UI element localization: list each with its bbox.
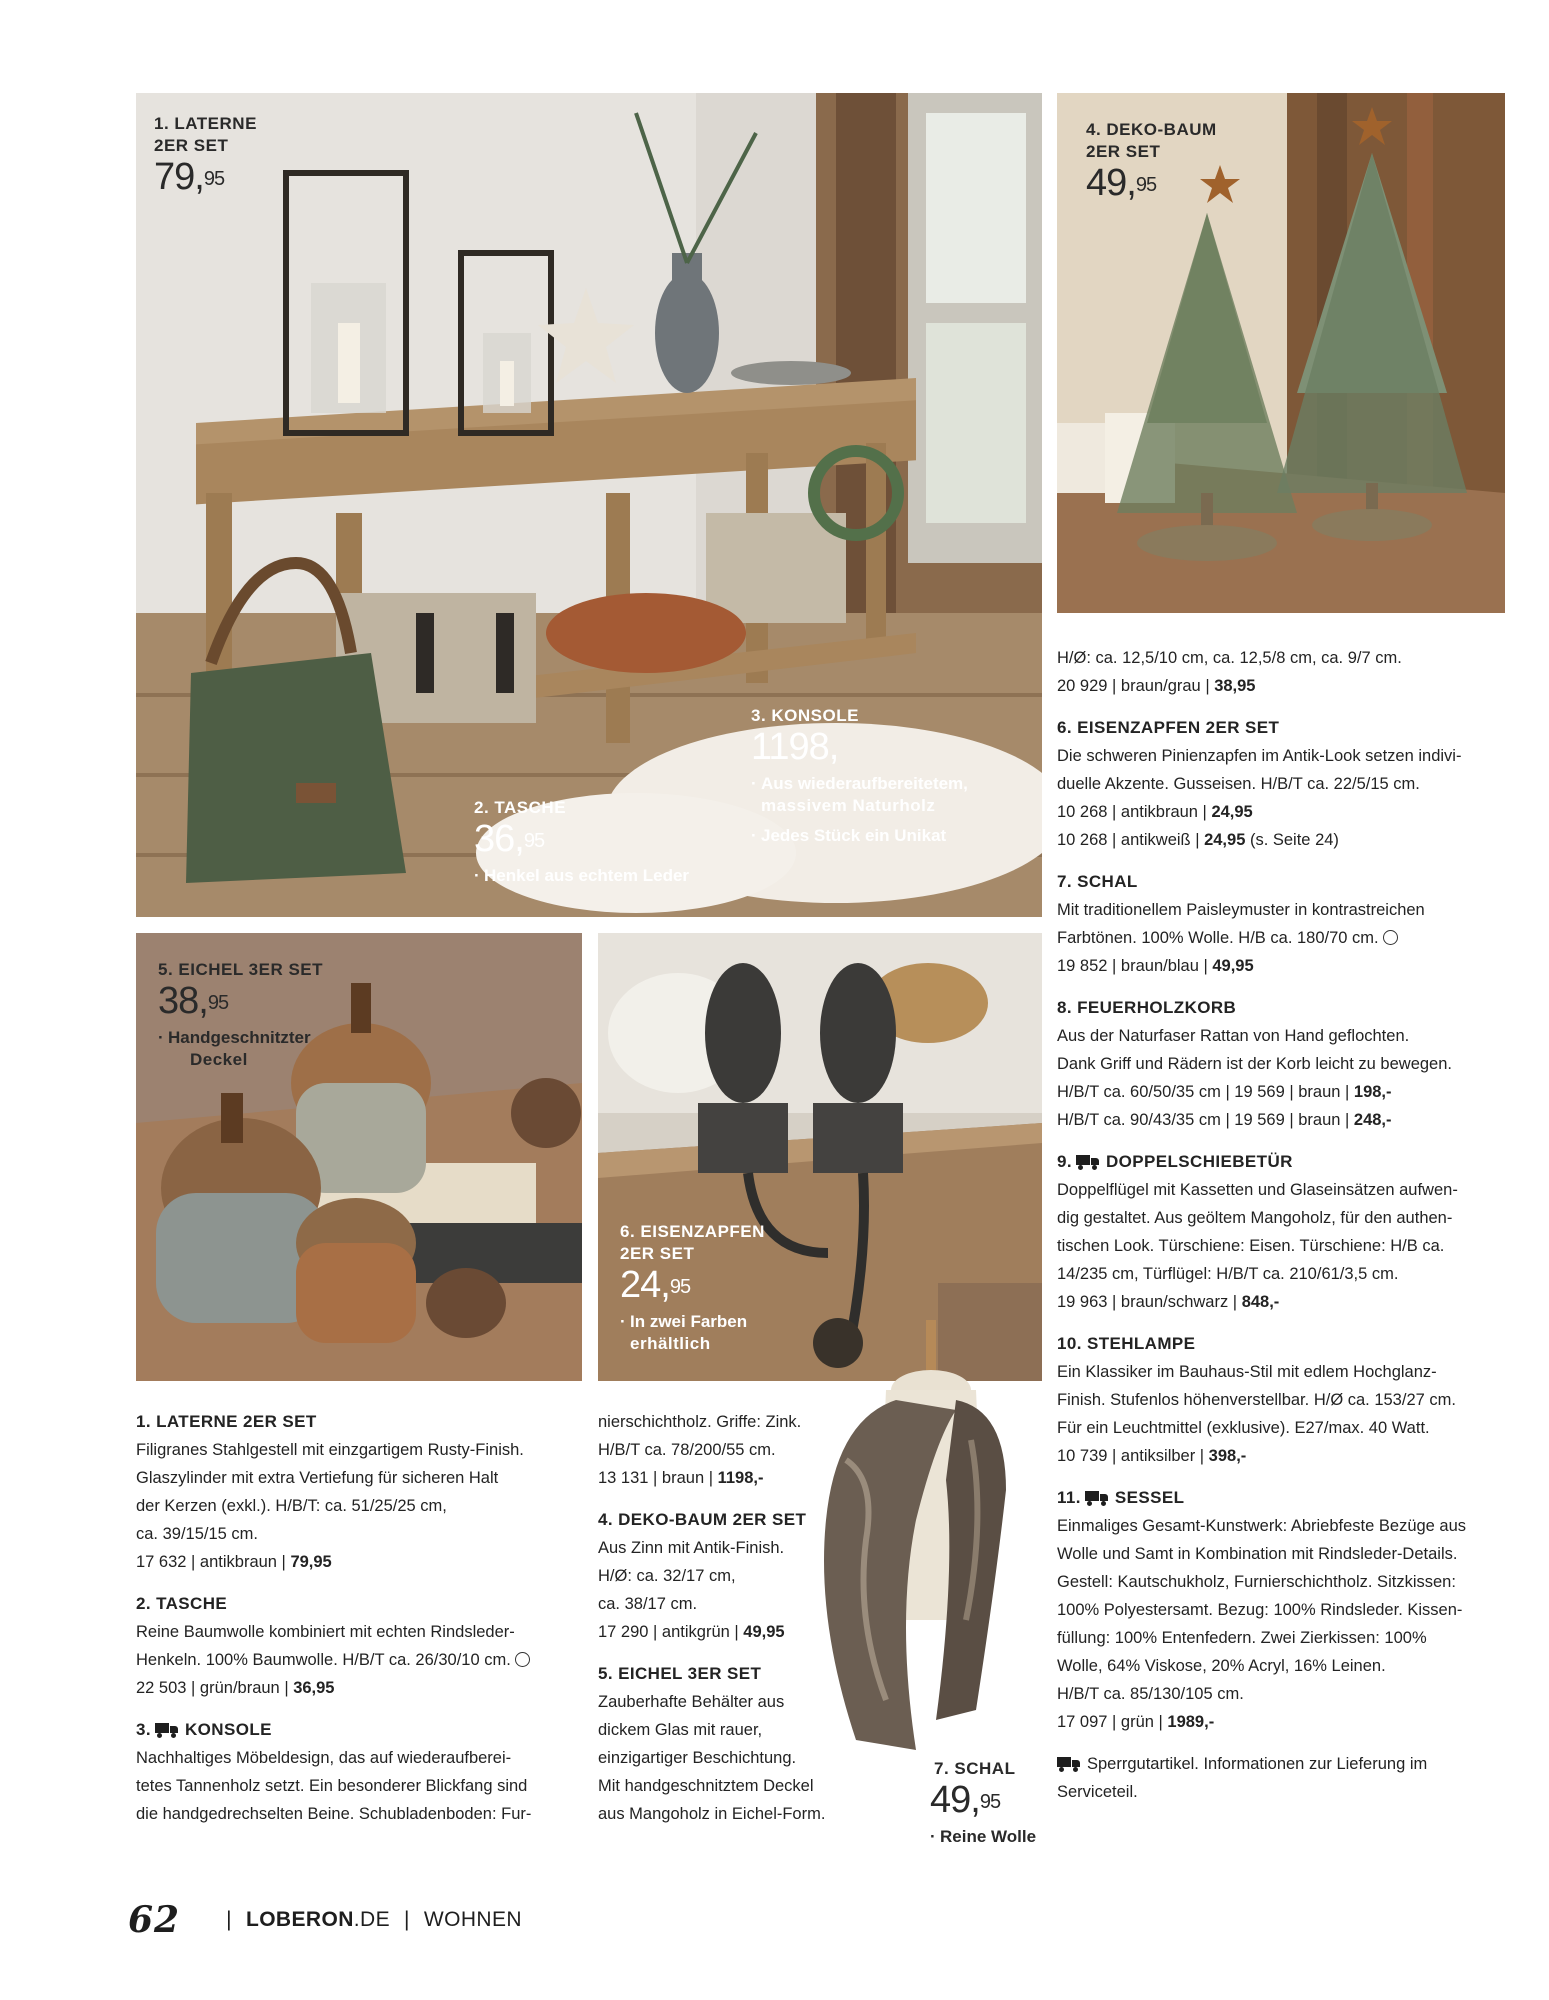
desc-line: Für ein Leuchtmittel (exklusive). E27/max. 40 Watt. [1057,1419,1430,1437]
label-konsole [751,705,968,847]
desc-line: Farbtönen. 100% Wolle. H/B ca. 180/70 cm. [1057,924,1517,952]
heading-laterne: 1. LATERNE 2ER SET [136,1412,317,1431]
label-tasche-bullet: · Henkel aus echtem Leder [474,865,689,887]
label-konsole-price: 1198, [751,726,839,768]
eichel-photo [136,933,582,1381]
desc-line: dickem Glas mit rauer, [598,1721,763,1739]
desc-line: der Kerzen (exkl.). H/B/T: ca. 51/25/25 cm, [136,1497,447,1515]
freight-note-line: Serviceteil. [1057,1783,1138,1801]
label-eisenzapfen-price: 24,95 [620,1264,691,1306]
label-schal-price: 49,95 [930,1779,1001,1821]
label-schal-title: 7. SCHAL [934,1759,1016,1778]
order-line: 10 268 | antikweiß | 24,95 (s. Seite 24) [1057,831,1339,849]
eisenzapfen-photo [598,933,1042,1381]
footer-separator: | [226,1908,232,1931]
label-eisenzapfen-title-1: 6. EISENZAPFEN [620,1222,765,1241]
truck-icon [1085,1490,1109,1504]
footer-separator: | [404,1908,410,1931]
desc-line: Nachhaltiges Möbeldesign, das auf wiederaufberei- [136,1749,512,1767]
desc-line: tetes Tannenholz setzt. Ein besonderer Blickfang sind [136,1777,528,1795]
order-line: H/B/T ca. 60/50/35 cm | 19 569 | braun | 198,- [1057,1083,1392,1101]
desc-line: Henkeln. 100% Baumwolle. H/B/T ca. 26/30/10 cm. [136,1646,586,1674]
label-laterne [154,113,257,197]
label-schal [930,1758,1036,1848]
freight-note-line: Sperrgutartikel. Informationen zur Lieferung im [1057,1750,1517,1778]
label-laterne-title-1: 1. LATERNE [154,114,257,133]
page-footer [128,1898,522,1942]
desc-line: Aus der Naturfaser Rattan von Hand geflochten. [1057,1027,1410,1045]
desc-line: nierschichtholz. Griffe: Zink. [598,1413,802,1431]
freight-note [1057,1750,1517,1806]
label-eichel-price: 38,95 [158,980,229,1022]
label-eichel-bullet-1b: Deckel [190,1050,248,1069]
product-column-2 [598,1408,858,1828]
desc-line: dig gestaltet. Aus geöltem Mangoholz, für den authen- [1057,1209,1453,1227]
desc-line: füllung: 100% Entenfedern. Zwei Zierkissen: 100% [1057,1629,1427,1647]
desc-line: aus Mangoholz in Eichel-Form. [598,1805,826,1823]
label-eisenzapfen [620,1221,765,1355]
label-konsole-bullet-1b: massivem Naturholz [761,796,936,815]
order-line: 10 739 | antiksilber | 398,- [1057,1447,1247,1465]
heading-sessel: 11. SESSEL [1057,1488,1185,1507]
desc-line: ca. 39/15/15 cm. [136,1525,258,1543]
desc-line: tischen Look. Türschiene: Eisen. Türschiene: H/B ca. [1057,1237,1445,1255]
order-line: 17 290 | antikgrün | 49,95 [598,1623,785,1641]
heading-stehlampe: 10. STEHLAMPE [1057,1334,1196,1353]
label-konsole-bullet-1: · Aus wiederaufbereitetem, [751,773,968,795]
desc-line: Einmaliges Gesamt-Kunstwerk: Abriebfeste Bezüge aus [1057,1517,1467,1535]
desc-line: Reine Baumwolle kombiniert mit echten Rindsleder- [136,1623,515,1641]
label-schal-bullet: · Reine Wolle [930,1826,1036,1848]
label-eisenzapfen-title-2: 2ER SET [620,1244,695,1263]
desc-line: H/Ø: ca. 32/17 cm, [598,1567,736,1585]
desc-line: die handgedrechselten Beine. Schubladenboden: Fur- [136,1805,532,1823]
label-tasche [474,797,689,887]
heading-eisenzapfen: 6. EISENZAPFEN 2ER SET [1057,718,1280,737]
section-name: WOHNEN [423,1908,522,1931]
label-dekobaum-title-2: 2ER SET [1086,142,1161,161]
label-eisenzapfen-bullet-1b: erhältlich [630,1334,711,1353]
desc-line: Doppelflügel mit Kassetten und Glaseinsätzen aufwen- [1057,1181,1458,1199]
order-line: 10 268 | antikbraun | 24,95 [1057,803,1253,821]
label-laterne-price: 79,95 [154,156,225,198]
desc-line: 100% Polyestersamt. Bezug: 100% Rindsleder. Kissen- [1057,1601,1463,1619]
desc-line: Wolle, 64% Viskose, 20% Acryl, 16% Leinen. [1057,1657,1386,1675]
desc-line: Mit traditionellem Paisleymuster in kontrastreichen [1057,901,1425,919]
heading-feuerholzkorb: 8. FEUERHOLZKORB [1057,998,1237,1017]
desc-line: Glaszylinder mit extra Vertiefung für sicheren Halt [136,1469,499,1487]
label-dekobaum [1086,119,1217,203]
label-tasche-price: 36,95 [474,818,545,860]
desc-line: H/Ø: ca. 12,5/10 cm, ca. 12,5/8 cm, ca. 9/7 cm. [1057,649,1402,667]
label-konsole-title: 3. KONSOLE [751,706,859,725]
desc-line: Mit handgeschnitztem Deckel [598,1777,814,1795]
order-line: H/B/T ca. 90/43/35 cm | 19 569 | braun | 248,- [1057,1111,1392,1129]
label-eichel [158,959,323,1071]
order-line: 19 852 | braun/blau | 49,95 [1057,957,1254,975]
label-dekobaum-price: 49,95 [1086,162,1157,204]
label-eisenzapfen-bullet-1: · In zwei Farben [620,1311,765,1333]
desc-line: Aus Zinn mit Antik-Finish. [598,1539,785,1557]
dekobaum-photo [1057,93,1505,613]
heading-tasche: 2. TASCHE [136,1594,228,1613]
order-line: 20 929 | braun/grau | 38,95 [1057,677,1256,695]
desc-line: Dank Griff und Rädern ist der Korb leicht zu bewegen. [1057,1055,1452,1073]
eco-circle-icon [515,1652,530,1667]
product-column-1 [136,1408,586,1828]
label-tasche-title: 2. TASCHE [474,798,567,817]
desc-line: duelle Akzente. Gusseisen. H/B/T ca. 22/5/15 cm. [1057,775,1420,793]
order-line: 17 097 | grün | 1989,- [1057,1713,1215,1731]
truck-icon [1057,1756,1081,1770]
order-line: 17 632 | antikbraun | 79,95 [136,1553,332,1571]
brand-link[interactable]: LOBERON.DE [245,1908,390,1931]
page-number: 62 [128,1899,181,1941]
order-line: 13 131 | braun | 1198,- [598,1469,764,1487]
desc-line: Zauberhafte Behälter aus [598,1693,785,1711]
label-dekobaum-title-1: 4. DEKO-BAUM [1086,120,1217,139]
desc-line: Die schweren Pinienzapfen im Antik-Look setzen indivi- [1057,747,1462,765]
desc-line: einzigartiger Beschichtung. [598,1749,797,1767]
label-eichel-title: 5. EICHEL 3ER SET [158,960,324,979]
truck-icon [1076,1154,1100,1168]
product-column-3 [1057,644,1517,1806]
desc-line: Finish. Stufenlos höhenverstellbar. H/Ø ca. 153/27 cm. [1057,1391,1456,1409]
desc-line: H/B/T ca. 85/130/105 cm. [1057,1685,1244,1703]
order-line: 19 963 | braun/schwarz | 848,- [1057,1293,1280,1311]
desc-line: Filigranes Stahlgestell mit einzgartigem Rusty-Finish. [136,1441,524,1459]
konsole-photo [136,93,1042,917]
heading-eichel: 5. EICHEL 3ER SET [598,1664,762,1683]
truck-icon [155,1722,179,1736]
label-eichel-bullet-1: · Handgeschnitzter [158,1027,323,1049]
label-konsole-bullet-2: · Jedes Stück ein Unikat [751,825,968,847]
eco-circle-icon [1383,930,1398,945]
heading-schal: 7. SCHAL [1057,872,1138,891]
desc-line: Wolle und Samt in Kombination mit Rindsleder-Details. [1057,1545,1458,1563]
desc-line: ca. 38/17 cm. [598,1595,698,1613]
desc-line: H/B/T ca. 78/200/55 cm. [598,1441,776,1459]
desc-line: Ein Klassiker im Bauhaus-Stil mit edlem Hochglanz- [1057,1363,1437,1381]
desc-line: Gestell: Kautschukholz, Furnierschichtholz. Sitzkissen: [1057,1573,1456,1591]
desc-line: 14/235 cm, Türflügel: H/B/T ca. 210/61/3,5 cm. [1057,1265,1399,1283]
heading-doppelschiebetuer: 9. DOPPELSCHIEBETÜR [1057,1152,1293,1171]
label-laterne-title-2: 2ER SET [154,136,229,155]
order-line: 22 503 | grün/braun | 36,95 [136,1679,335,1697]
heading-konsole: 3. KONSOLE [136,1720,272,1739]
heading-dekobaum: 4. DEKO-BAUM 2ER SET [598,1510,807,1529]
